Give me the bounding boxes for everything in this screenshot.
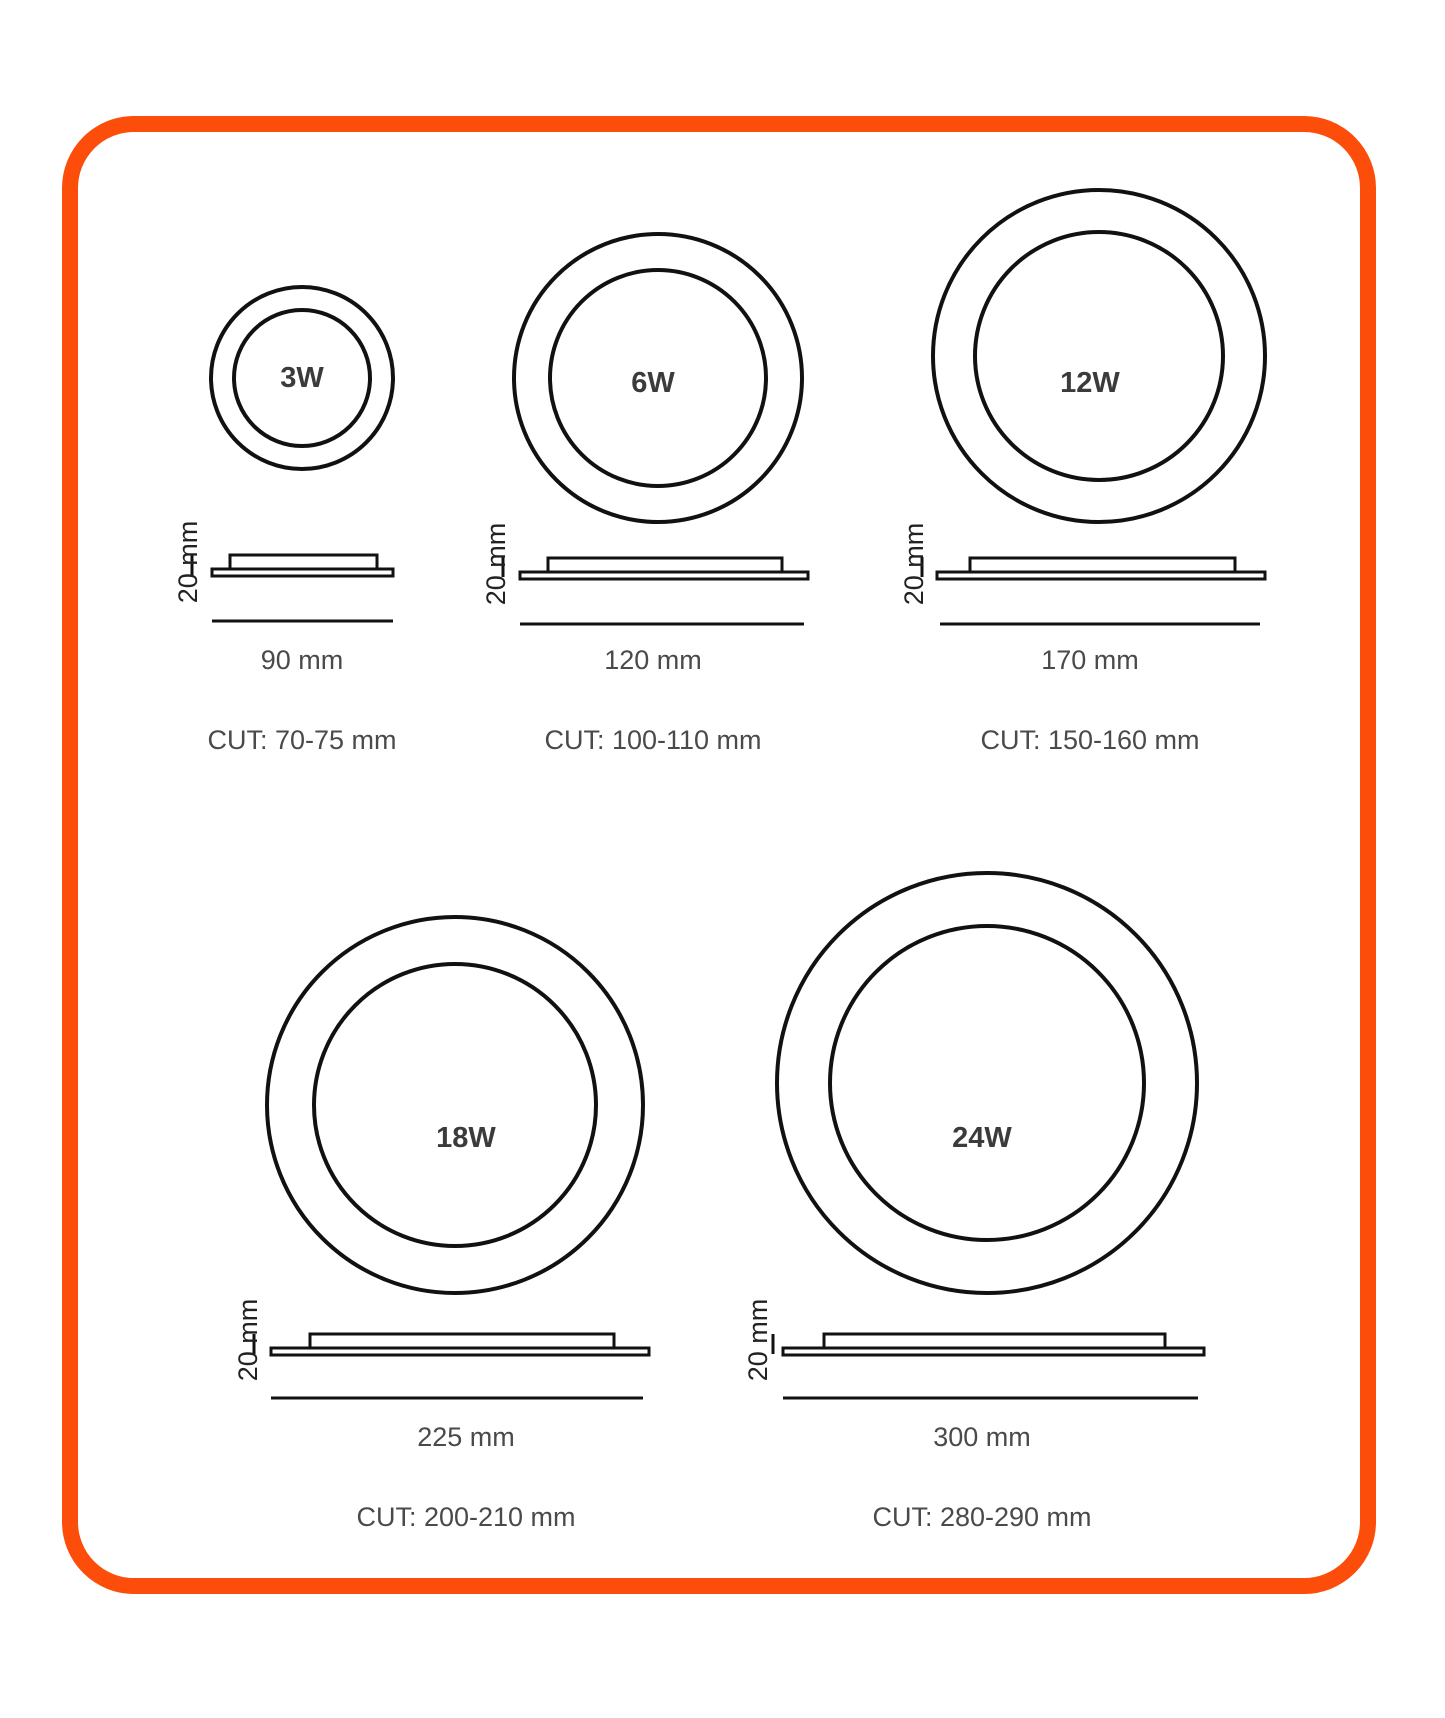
diameter-label: 170 mm (1041, 645, 1139, 675)
outer-ring (777, 873, 1197, 1293)
height-label: 20 mm (173, 520, 203, 604)
cut-label: CUT: 70-75 mm (207, 725, 397, 755)
height-label: 20 mm (743, 1298, 773, 1382)
wattage-label: 6W (631, 367, 675, 399)
wattage-label: 12W (1060, 367, 1120, 399)
diameter-label: 225 mm (417, 1422, 515, 1452)
height-label: 20 mm (899, 522, 929, 606)
height-label: 20 mm (233, 1298, 263, 1382)
diameter-label: 90 mm (260, 645, 344, 675)
cut-label: CUT: 280-290 mm (872, 1502, 1092, 1532)
wattage-label: 24W (952, 1122, 1012, 1154)
side-profile-base (783, 1348, 1204, 1355)
wattage-label: 18W (436, 1122, 496, 1154)
cut-label: CUT: 150-160 mm (980, 725, 1200, 755)
height-label: 20 mm (481, 522, 511, 606)
cut-label: CUT: 100-110 mm (544, 725, 762, 755)
diameter-label: 120 mm (604, 645, 702, 675)
wattage-label: 3W (280, 362, 324, 394)
side-profile-top (824, 1334, 1165, 1348)
cut-label: CUT: 200-210 mm (356, 1502, 576, 1532)
diameter-label: 300 mm (933, 1422, 1031, 1452)
inner-ring (830, 926, 1144, 1240)
